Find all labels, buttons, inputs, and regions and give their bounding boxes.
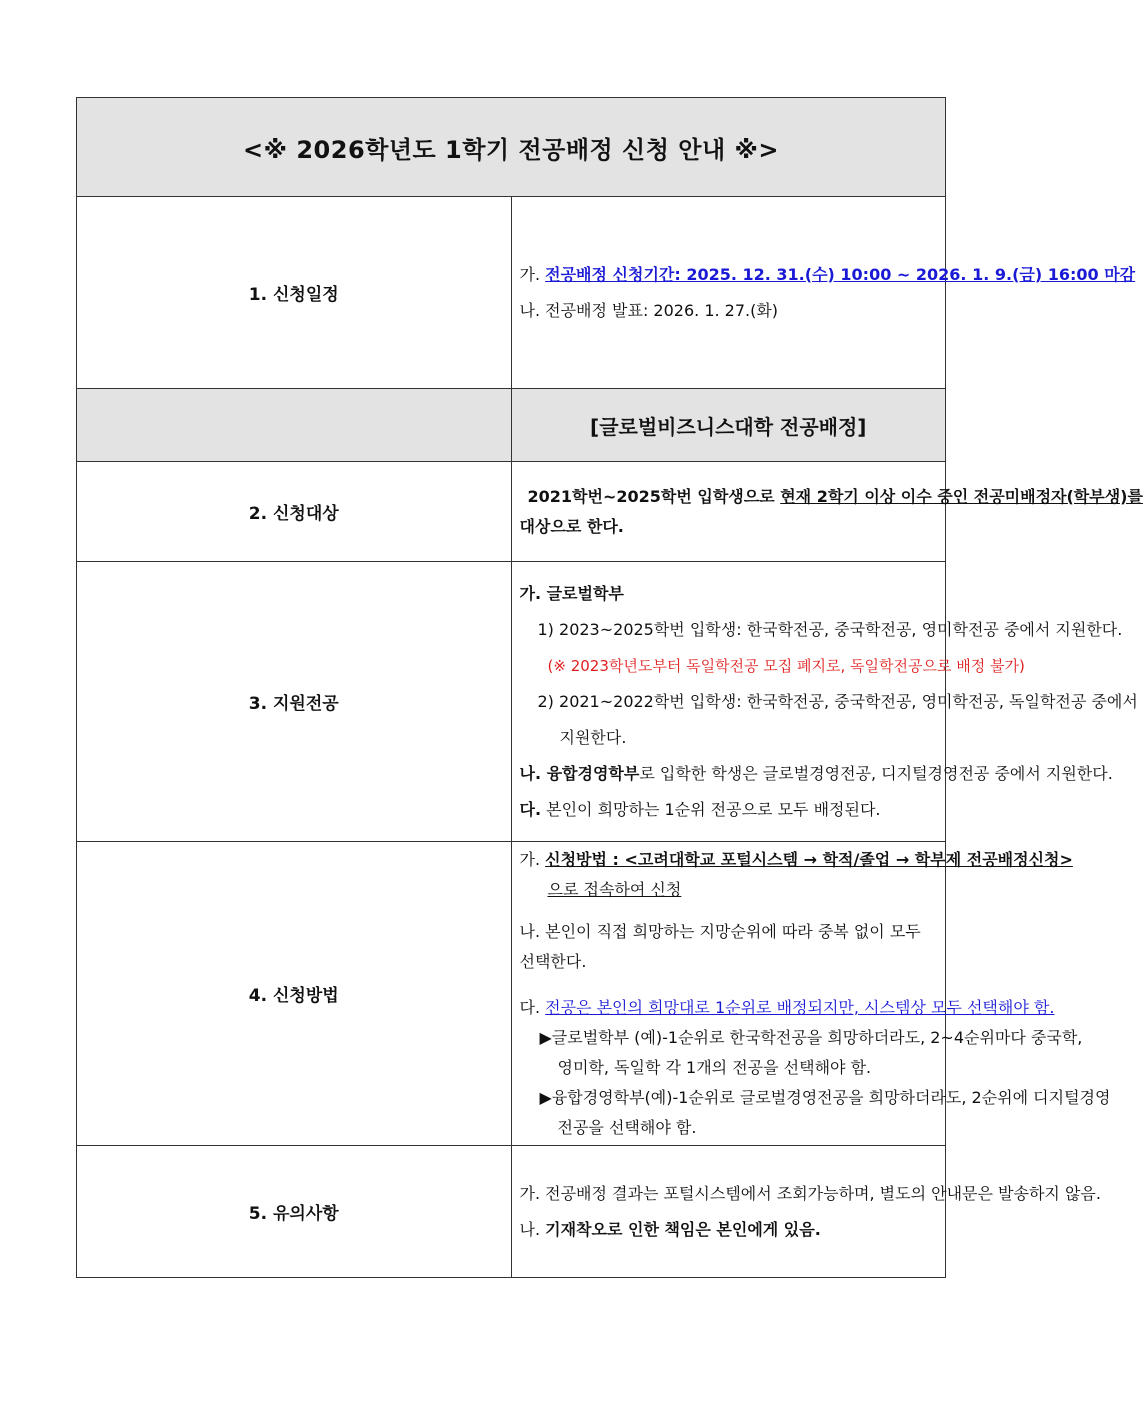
method-c-line bbox=[519, 993, 1055, 1023]
majors-b-line bbox=[519, 756, 1113, 792]
method-content bbox=[511, 842, 1111, 1146]
majors-a1: 1) 2023~2025학번 입학생: 한국학전공, 중국학전공, 영미학전공 중에서 지원한다. bbox=[537, 619, 1123, 639]
method-b: 나. 본인이 직접 희망하는 지망순위에 따라 중복 없이 모두 선택한다. bbox=[519, 921, 921, 971]
method-a-prefix: 가. bbox=[519, 849, 546, 869]
majors-a2-cont: 지원한다. bbox=[559, 727, 627, 747]
schedule-content bbox=[511, 197, 1136, 389]
notes-a: 가. 전공배정 결과는 포털시스템에서 조회가능하며, 별도의 안내문은 발송하지 않음. bbox=[519, 1183, 1101, 1203]
method-c-text: 전공은 본인의 희망대로 1순위로 배정되지만, 시스템상 모두 선택해야 함. bbox=[545, 997, 1055, 1017]
college-header-blank bbox=[77, 389, 512, 462]
notes-b-prefix: 나. bbox=[519, 1219, 546, 1239]
schedule-row bbox=[77, 197, 946, 389]
majors-c-line bbox=[520, 792, 938, 828]
target-text-underlined: 현재 2학기 이상 이수 중인 전공미배정자(학부생)를 bbox=[780, 486, 1143, 506]
method-label: 4. 신청방법 bbox=[77, 842, 512, 1146]
schedule-period-line bbox=[519, 257, 1136, 293]
majors-a2: 2) 2021~2022학번 입학생: 한국학전공, 중국학전공, 영미학전공, 독일학전공 중에서 bbox=[537, 691, 1138, 711]
notes-content bbox=[511, 1146, 1101, 1278]
method-c2-cont: 전공을 선택해야 함. bbox=[557, 1117, 697, 1137]
majors-b-rest: 로 입학한 학생은 글로벌경영전공, 디지털경영전공 중에서 지원한다. bbox=[639, 763, 1113, 783]
schedule-announce-line: 나. 전공배정 발표: 2026. 1. 27.(화) bbox=[519, 300, 779, 320]
target-line-2: 대상으로 한다. bbox=[519, 516, 624, 536]
majors-row bbox=[77, 562, 946, 842]
method-a-line bbox=[519, 845, 1073, 875]
target-content bbox=[511, 462, 1143, 562]
method-c-prefix: 다. bbox=[519, 997, 546, 1017]
majors-c-rest: 본인이 희망하는 1순위 전공으로 모두 배정된다. bbox=[541, 799, 881, 819]
majors-c-prefix: 다. bbox=[519, 799, 542, 819]
schedule-period-prefix: 가. bbox=[519, 264, 546, 284]
method-a-cont: 으로 접속하여 신청 bbox=[547, 879, 682, 899]
page-title: <※ 2026학년도 1학기 전공배정 신청 안내 ※> bbox=[77, 98, 946, 197]
notice-table bbox=[76, 97, 1143, 1278]
majors-content bbox=[511, 562, 1138, 842]
method-a-text: 신청방법 : <고려대학교 포털시스템 → 학적/졸업 → 학부제 전공배정신청> bbox=[545, 849, 1073, 869]
notes-label: 5. 유의사항 bbox=[77, 1146, 512, 1278]
majors-a1-note: (※ 2023학년도부터 독일학전공 모집 폐지로, 독일학전공으로 배정 불가) bbox=[547, 656, 1025, 675]
college-header: [글로벌비즈니스대학 전공배정] bbox=[511, 389, 946, 462]
method-c2: ▶융합경영학부(예)-1순위로 글로벌경영전공을 희망하더라도, 2순위에 디지털경영 bbox=[539, 1087, 1111, 1107]
college-header-row bbox=[77, 389, 946, 462]
method-c1: ▶글로벌학부 (예)-1순위로 한국학전공을 희망하더라도, 2~4순위마다 중국학, bbox=[539, 1027, 1083, 1047]
method-c1-cont: 영미학, 독일학 각 1개의 전공을 선택해야 함. bbox=[557, 1057, 872, 1077]
method-row bbox=[77, 842, 946, 1146]
target-line-1 bbox=[520, 482, 1143, 512]
notes-b-line bbox=[520, 1212, 938, 1248]
target-row bbox=[77, 462, 946, 562]
schedule-label: 1. 신청일정 bbox=[77, 197, 512, 389]
majors-b-prefix: 나. 융합경영학부 bbox=[519, 763, 640, 783]
majors-label: 3. 지원전공 bbox=[77, 562, 512, 842]
target-text-plain: 2021학번~2025학번 입학생으로 bbox=[527, 486, 781, 506]
notes-b-text: 기재착오로 인한 책임은 본인에게 있음. bbox=[545, 1219, 821, 1239]
majors-a-title: 가. 글로벌학부 bbox=[519, 583, 624, 603]
schedule-period-text: 전공배정 신청기간: 2025. 12. 31.(수) 10:00 ~ 2026. 1. 9.(금) 16:00 마감 bbox=[545, 264, 1136, 284]
method-a-cont-line bbox=[520, 875, 938, 905]
notes-row bbox=[77, 1146, 946, 1278]
target-label: 2. 신청대상 bbox=[77, 462, 512, 562]
